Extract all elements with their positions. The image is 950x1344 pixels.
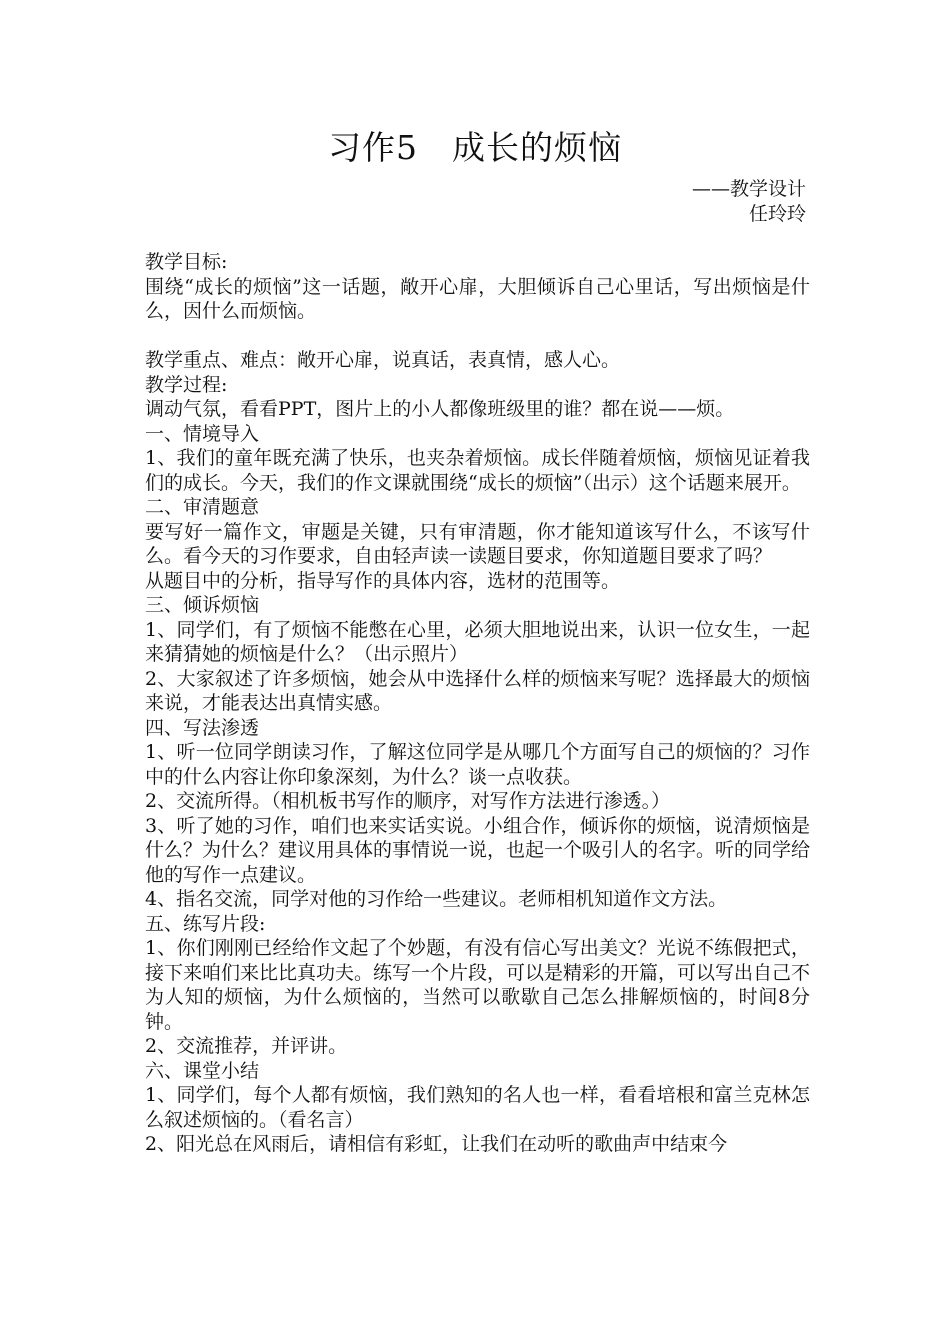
paragraph: 要写好一篇作文，审题是关键，只有审清题，你才能知道该写什么，不该写什么。看今天的习作要求，自由轻声读一读题目要求，你知道题目要求了吗？ [145, 520, 810, 567]
document-subtitle: ——教学设计 [691, 178, 806, 200]
document-body [145, 250, 810, 1157]
paragraph: 教学重点、难点：敞开心扉，说真话，表真情，感人心。 [145, 349, 621, 371]
section-heading: 一、情境导入 [145, 422, 260, 445]
section-heading: 五、练写片段: [145, 912, 266, 935]
paragraph: 2、交流所得。（相机板书写作的顺序，对写作方法进行渗透。） [145, 790, 671, 812]
paragraph: 2、阳光总在风雨后，请相信有彩虹，让我们在动听的歌曲声中结束今 [145, 1133, 728, 1155]
paragraph: 1、我们的童年既充满了快乐，也夹杂着烦恼。成长伴随着烦恼，烦恼见证着我们的成长。今天，我们的作文课就围绕“成长的烦恼”（出示）这个话题来展开。 [145, 447, 810, 494]
paragraph: 教学过程: [145, 373, 228, 396]
paragraph-spacer [145, 324, 810, 349]
paragraph: 2、交流推荐，并评讲。 [145, 1035, 348, 1057]
paragraph: 围绕“成长的烦恼”这一话题，敞开心扉，大胆倾诉自己心里话，写出烦恼是什么，因什么而烦恼。 [145, 275, 810, 322]
paragraph: 1、同学们，有了烦恼不能憋在心里，必须大胆地说出来，认识一位女生，一起来猜猜她的烦恼是什么？（出示照片） [145, 618, 810, 665]
section-heading: 二、审清题意 [145, 496, 260, 518]
document-title: 习作5 成长的烦恼 [328, 128, 622, 167]
paragraph: 2、大家叙述了许多烦恼，她会从中选择什么样的烦恼来写呢？选择最大的烦恼来说，才能表达出真情实感。 [145, 667, 810, 714]
paragraph: 1、听一位同学朗读习作，了解这位同学是从哪几个方面写自己的烦恼的？习作中的什么内容让你印象深刻，为什么？谈一点收获。 [145, 741, 810, 788]
paragraph: 教学目标: [145, 251, 228, 273]
paragraph: 1、你们刚刚已经给作文起了个妙题，有没有信心写出美文？光说不练假把式，接下来咱们来比比真功夫。练写一个片段，可以是精彩的开篇，可以写出自己不为人知的烦恼，为什么烦恼的，当然可以歌歇自己怎么排解烦恼的，时间8分钟。 [145, 937, 811, 1033]
paragraph: 3、听了她的习作，咱们也来实话实说。小组合作，倾诉你的烦恼，说清烦恼是什么？为什么？建议用具体的事情说一说，也起一个吸引人的名字。听的同学给他的写作一点建议。 [145, 814, 811, 886]
section-heading: 六、课堂小结 [145, 1059, 260, 1082]
paragraph: 从题目中的分析，指导写作的具体内容，选材的范围等。 [145, 569, 621, 592]
paragraph: 4、指名交流，同学对他的习作给一些建议。老师相机知道作文方法。 [145, 888, 728, 910]
section-heading: 四、写法渗透 [145, 716, 260, 739]
document-author: 任玲玲 [748, 203, 806, 225]
section-heading: 三、倾诉烦恼 [145, 594, 260, 616]
paragraph: 调动气氛，看看PPT，图片上的小人都像班级里的谁？都在说——烦。 [145, 398, 735, 420]
paragraph: 1、同学们，每个人都有烦恼，我们熟知的名人也一样，看看培根和富兰克林怎么叙述烦恼的。（看名言） [145, 1084, 810, 1131]
